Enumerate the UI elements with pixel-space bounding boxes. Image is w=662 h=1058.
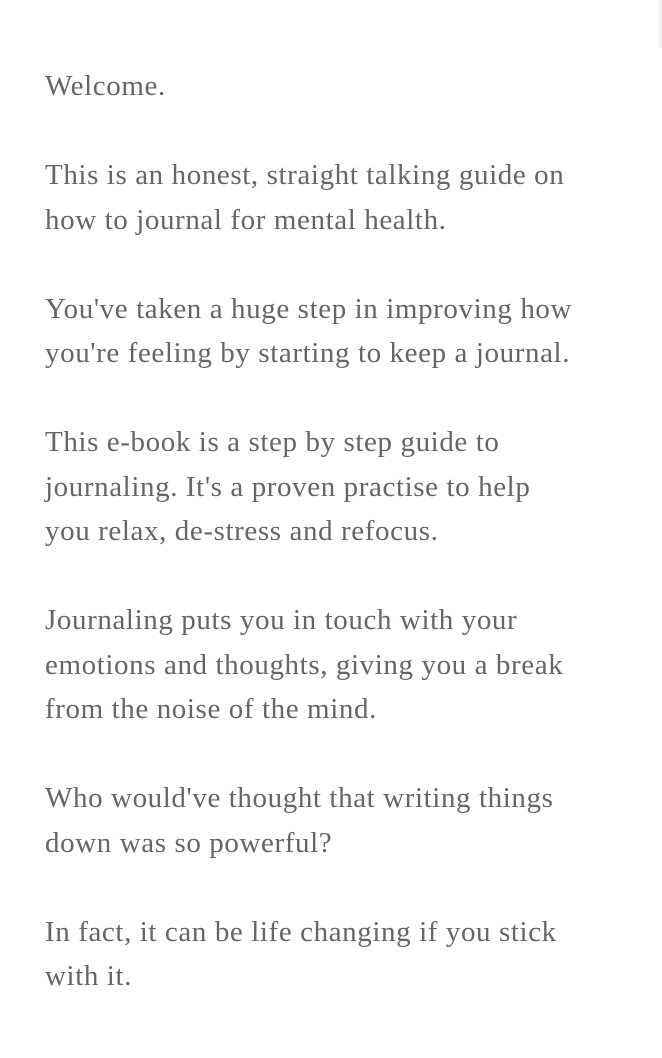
welcome-heading: Welcome. [45, 70, 166, 102]
emotions-paragraph: Journaling puts you in touch with your emotions and thoughts, giving you a break from the noise of the mind. [45, 604, 564, 725]
life-changing-paragraph: In fact, it can be life changing if you stick with it. [45, 915, 557, 992]
powerful-paragraph: Who would've thought that writing things down was so powerful? [45, 782, 554, 859]
step-paragraph: You've taken a huge step in improving how you're feeling by starting to keep a journal. [45, 292, 573, 369]
ebook-paragraph: This e-book is a step by step guide to journaling. It's a proven practise to help you relax, de-stress and refocus. [45, 426, 531, 547]
intro-paragraph: This is an honest, straight talking guide on how to journal for mental health. [45, 159, 565, 236]
ebook-intro-text [45, 64, 645, 1043]
